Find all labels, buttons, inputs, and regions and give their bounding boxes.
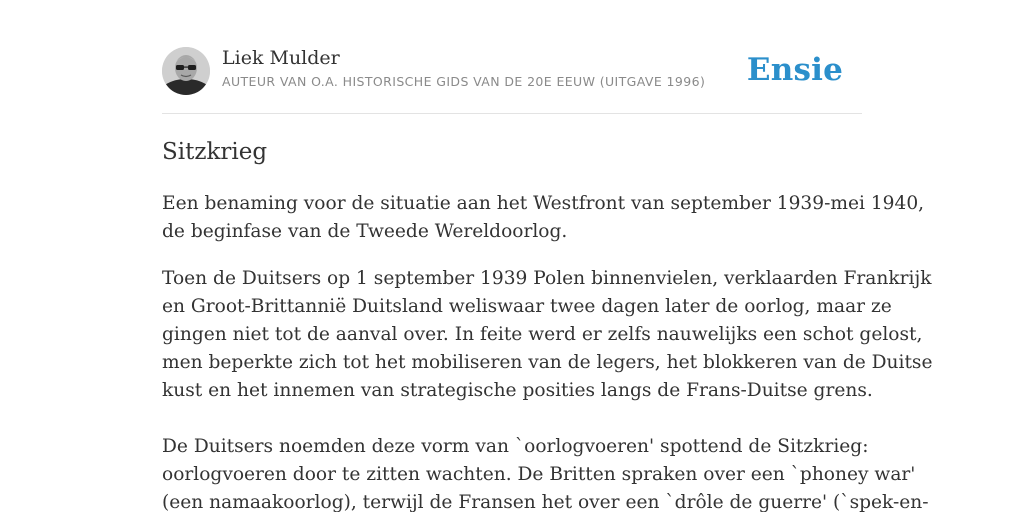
- author-name[interactable]: Liek Mulder: [222, 47, 340, 69]
- paragraph-2: [162, 265, 933, 405]
- paragraph-3: [162, 433, 929, 512]
- text-line: kust en het innemen van strategische posities langs de Frans-Duitse grens.: [162, 380, 873, 401]
- paragraph-gap: [162, 246, 862, 265]
- author-avatar[interactable]: [162, 47, 210, 95]
- text-line: Een benaming voor de situatie aan het Westfront van september 1939-mei 1940,: [162, 193, 925, 214]
- brand-logo[interactable]: Ensie: [746, 52, 843, 88]
- text-line: gingen niet tot de aanval over. In feite werd er zelfs nauwelijks een schot gelost,: [162, 324, 923, 345]
- author-subtitle: AUTEUR VAN O.A. HISTORISCHE GIDS VAN DE 20E EEUW (UITGAVE 1996): [222, 74, 706, 89]
- text-line: De Duitsers noemden deze vorm van `oorlogvoeren' spottend de Sitzkrieg:: [162, 436, 869, 457]
- person-photo-icon: [162, 47, 210, 95]
- text-line: en Groot-Brittannië Duitsland weliswaar twee dagen later de oorlog, maar ze: [162, 296, 892, 317]
- text-line: men beperkte zich tot het mobiliseren van de legers, het blokkeren van de Duitse: [162, 352, 933, 373]
- paragraph-gap: [162, 405, 862, 433]
- text-line: oorlogvoeren door te zitten wachten. De Britten spraken over een `phoney war': [162, 464, 916, 485]
- paragraph-1: [162, 190, 925, 246]
- article-body: [162, 190, 933, 512]
- text-line: de beginfase van de Tweede Wereldoorlog.: [162, 221, 568, 242]
- author-header: [162, 46, 862, 96]
- text-line: (een namaakoorlog), terwijl de Fransen het over een `drôle de guerre' (`spek-en-: [162, 492, 929, 512]
- text-line: Toen de Duitsers op 1 september 1939 Polen binnenvielen, verklaarden Frankrijk: [162, 268, 932, 289]
- header-divider: [162, 113, 862, 114]
- article-title: Sitzkrieg: [162, 139, 268, 165]
